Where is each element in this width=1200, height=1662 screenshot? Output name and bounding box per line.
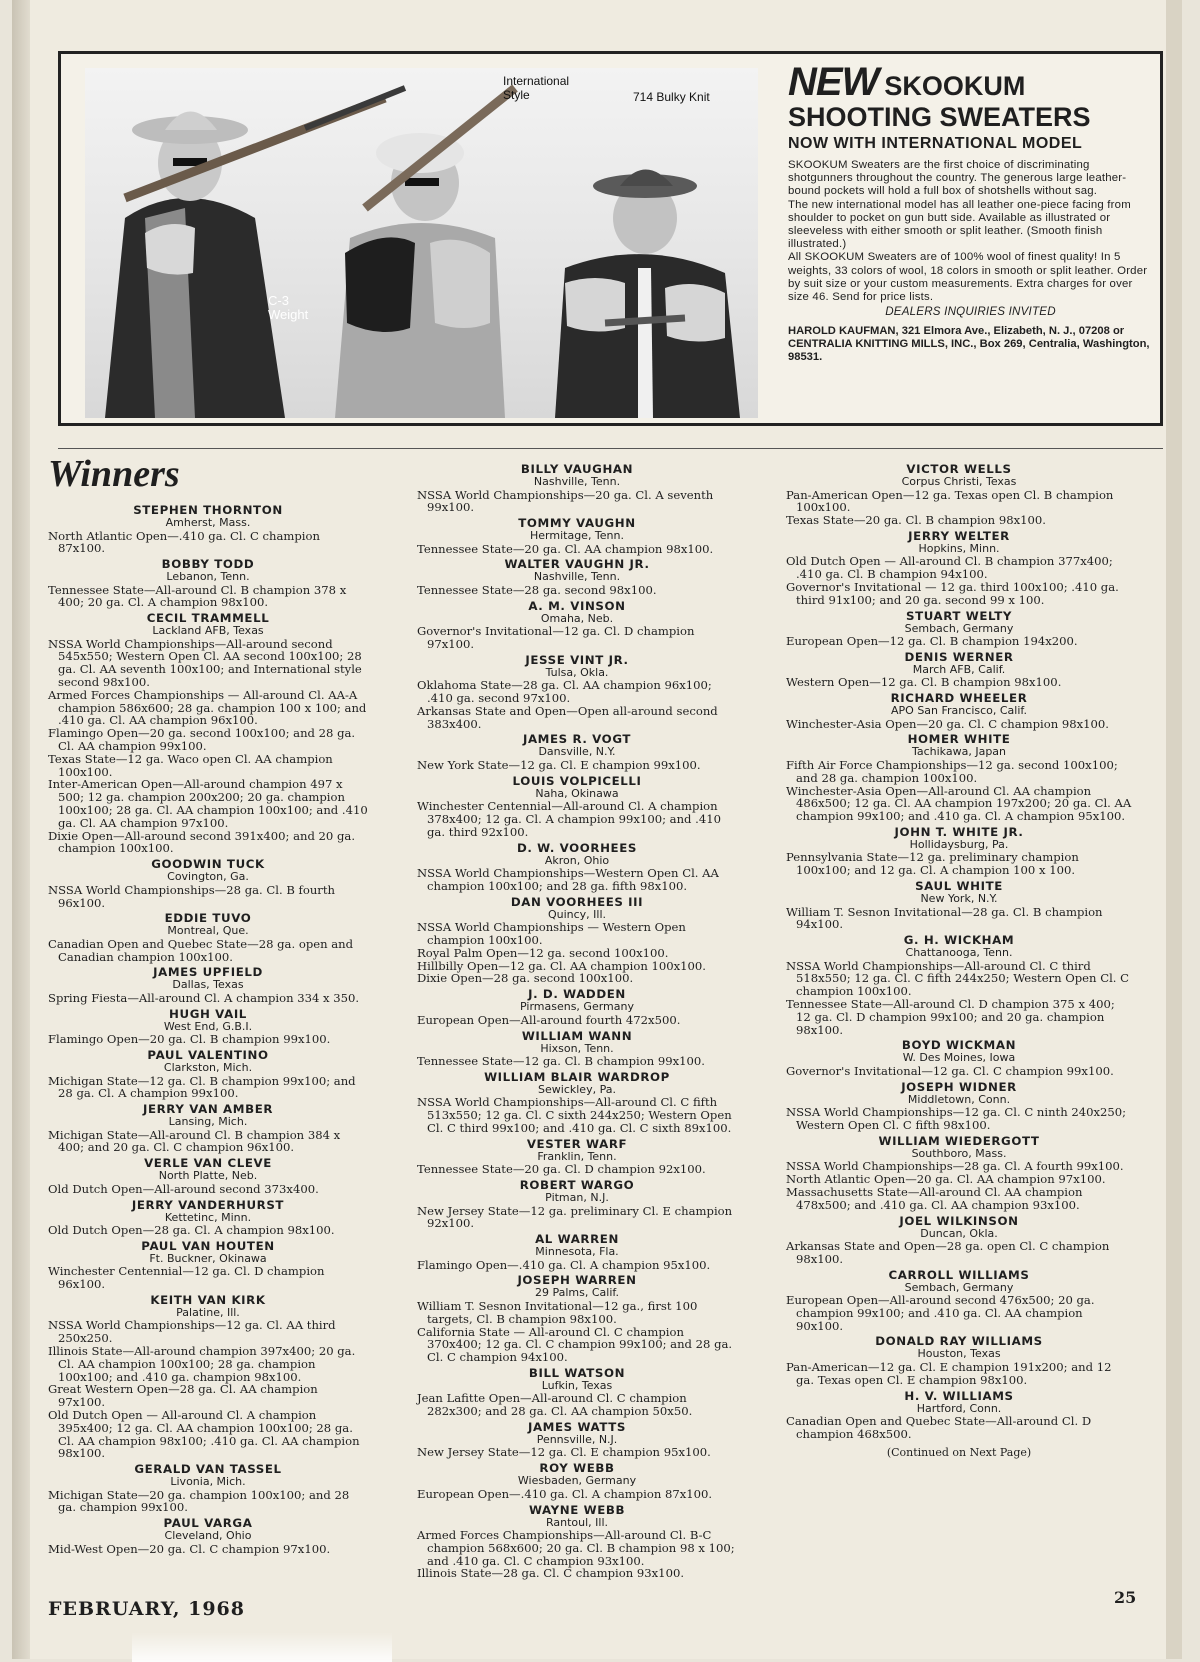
winner-record: Pan-American—12 ga. Cl. E champion 191x200; and 12 ga. Texas open Cl. E champion 98x100.: [786, 1359, 1112, 1387]
winner-record: NSSA World Championships—12 ga. Cl. C ninth 240x250; Western Open Cl. C fifth 98x100.: [786, 1105, 1127, 1133]
ad-paragraph: All SKOOKUM Sweaters are of 100% wool of finest quality! In 5 weights, 33 colors of wool, 18 colors in smooth or split leather. Order by suit size or your custom measurements. Extra charges for over size 46. Send for price lists.: [788, 251, 1148, 304]
winner-record: Flamingo Open—.410 ga. Cl. A champion 95x100.: [417, 1257, 711, 1272]
winner-entry: [48, 1157, 368, 1195]
winner-entry: [786, 651, 1132, 689]
winner-record: Illinois State—28 ga. Cl. C champion 93x100.: [417, 1566, 685, 1581]
winner-hometown: Nashville, Tenn.: [533, 475, 621, 488]
winner-name: PAUL VAN HOUTEN: [141, 1238, 275, 1253]
winner-hometown: Minnesota, Fla.: [535, 1245, 619, 1259]
caption-c3-weight: C-3 Weight: [268, 293, 309, 322]
winner-name: VERLE VAN CLEVE: [144, 1156, 272, 1171]
winner-hometown: Franklin, Tenn.: [537, 1149, 617, 1163]
winner-record: Tennessee State—All-around Cl. B champion 378 x 400; 20 ga. Cl. A champion 98x100.: [48, 582, 347, 610]
winner-name: H. V. WILLIAMS: [904, 1388, 1014, 1403]
winner-hometown: Sembach, Germany: [904, 621, 1014, 635]
winner-hometown: Hermitage, Tenn.: [530, 529, 624, 543]
winner-record: Dixie Open—All-around second 391x400; and 20 ga. champion 100x100.: [48, 828, 356, 856]
winner-entry: [786, 1215, 1132, 1266]
winners-column-3: [786, 463, 1132, 1459]
caption-bulky-knit: 714 Bulky Knit: [633, 90, 710, 104]
winner-hometown: North Platte, Neb.: [158, 1169, 258, 1183]
winner-record: Tennessee State—12 ga. Cl. B champion 99x100.: [417, 1054, 705, 1069]
winner-record: Governor's Invitational — 12 ga. third 100x100; .410 ga. third 91x100; and 20 ga. second 99 x 100.: [786, 579, 1119, 607]
winner-entry: [417, 463, 737, 514]
winner-name: WAYNE WEBB: [528, 1502, 626, 1517]
winner-record: Fifth Air Force Championships—12 ga. second 100x100; and 28 ga. champion 100x100.: [786, 757, 1118, 785]
winner-hometown: Wiesbaden, Germany: [517, 1474, 637, 1488]
winner-entry: [417, 842, 737, 893]
winner-name: WALTER VAUGHN JR.: [504, 557, 650, 572]
winner-entry: [786, 463, 1132, 527]
winner-entry: [417, 1138, 737, 1176]
winner-record: Mid-West Open—20 ga. Cl. C champion 97x100.: [48, 1541, 331, 1556]
winner-hometown: New York, N.Y.: [920, 892, 998, 906]
winner-name: HOMER WHITE: [907, 732, 1011, 747]
winner-record: Old Dutch Open — All-around Cl. B champion 377x400; .410 ga. Cl. B champion 94x100.: [786, 554, 1113, 582]
winner-hometown: Omaha, Neb.: [540, 611, 614, 625]
headline-line2: SHOOTING SWEATERS: [788, 102, 1091, 132]
winner-entry: [786, 1135, 1132, 1212]
winner-record: European Open—12 ga. Cl. B champion 194x200.: [786, 634, 1078, 649]
winner-hometown: Covington, Ga.: [167, 870, 249, 884]
winner-hometown: Middletown, Conn.: [907, 1092, 1011, 1106]
winner-record: NSSA World Championships—28 ga. Cl. B fourth 96x100.: [48, 882, 335, 910]
winner-hometown: APO San Francisco, Calif.: [891, 704, 1027, 718]
winner-hometown: Pitman, N.J.: [545, 1191, 609, 1205]
winner-entry: [48, 912, 368, 963]
winner-record: New Jersey State—12 ga. Cl. E champion 95x100.: [417, 1445, 711, 1460]
winner-entry: [48, 966, 368, 1004]
winner-name: SAUL WHITE: [915, 879, 1003, 894]
winner-record: Winchester-Asia Open—All-around Cl. AA champion 486x500; 12 ga. Cl. AA champion 197x200; 20 ga. Cl. AA champion 99x100; and .410 ga. Cl. A champion 95x100.: [786, 783, 1132, 824]
winner-entry: [786, 1081, 1132, 1132]
winner-entry: [786, 530, 1132, 607]
winner-record: Spring Fiesta—All-around Cl. A champion 334 x 350.: [48, 990, 360, 1005]
winner-hometown: Duncan, Okla.: [920, 1226, 998, 1240]
winner-entry: [48, 612, 368, 855]
winner-hometown: Naha, Okinawa: [535, 786, 619, 800]
footer-date: FEBRUARY, 1968: [48, 1598, 245, 1620]
winner-record: Flamingo Open—20 ga. second 100x100; and 28 ga. Cl. AA champion 99x100.: [48, 726, 356, 754]
winner-record: Texas State—20 ga. Cl. B champion 98x100.: [786, 513, 1046, 528]
winner-entry: [786, 692, 1132, 730]
winner-hometown: Nashville, Tenn.: [533, 570, 621, 584]
winner-record: Inter-American Open—All-around champion 497 x 500; 12 ga. champion 200x200; 20 ga. champion 100x100; 28 ga. Cl. AA champion 100x100; and .410 ga. Cl. AA champion 97x100.: [48, 777, 368, 830]
winner-record: Pan-American Open—12 ga. Texas open Cl. B champion 100x100.: [786, 487, 1114, 515]
winner-record: Winchester Centennial—12 ga. Cl. D champion 96x100.: [48, 1264, 325, 1292]
winner-entry: [417, 1274, 737, 1363]
winner-record: Pennsylvania State—12 ga. preliminary champion 100x100; and 12 ga. Cl. A champion 100 x 100.: [786, 850, 1079, 878]
winners-column-1: [48, 504, 368, 1559]
winner-record: Flamingo Open—20 ga. Cl. B champion 99x100.: [48, 1032, 331, 1047]
winner-name: JOSEPH WIDNER: [901, 1079, 1017, 1094]
winner-entry: [786, 934, 1132, 1036]
winner-record: Tennessee State—20 ga. Cl. AA champion 98x100.: [417, 541, 714, 556]
winner-name: VICTOR WELLS: [906, 462, 1012, 476]
caption-international-style: International Style: [503, 74, 570, 102]
winner-record: Tennessee State—28 ga. second 98x100.: [417, 582, 657, 597]
winner-name: ROY WEBB: [539, 1461, 615, 1476]
winner-entry: [48, 504, 368, 555]
winner-record: William T. Sesnon Invitational—12 ga., first 100 targets, Cl. B champion 98x100.: [417, 1298, 698, 1326]
winner-entry: [417, 654, 737, 731]
winner-hometown: Ft. Buckner, Okinawa: [149, 1251, 267, 1265]
winner-hometown: Sewickley, Pa.: [538, 1082, 616, 1096]
winner-hometown: Rantoul, Ill.: [545, 1515, 609, 1529]
binding-edge: [12, 0, 30, 1659]
winner-record: New Jersey State—12 ga. preliminary Cl. E champion 92x100.: [417, 1203, 733, 1231]
winner-entry: [48, 1049, 368, 1100]
winner-record: European Open—All-around second 476x500; 20 ga. champion 99x100; and .410 ga. Cl. AA champion 90x100.: [786, 1293, 1095, 1333]
winner-hometown: Dallas, Texas: [172, 978, 244, 992]
winner-name: VESTER WARF: [526, 1136, 628, 1151]
headline-line3: NOW WITH INTERNATIONAL MODEL: [788, 135, 1083, 152]
continued-note: (Continued on Next Page): [886, 1445, 1032, 1459]
winner-name: DENIS WERNER: [904, 649, 1014, 664]
winner-entry: [417, 1071, 737, 1135]
winner-hometown: Akron, Ohio: [544, 853, 610, 867]
winner-name: KEITH VAN KIRK: [150, 1292, 266, 1307]
winner-name: HUGH VAIL: [169, 1006, 247, 1021]
winner-name: EDDIE TUVO: [164, 911, 252, 926]
winner-entry: [48, 1294, 368, 1460]
winner-entry: [786, 610, 1132, 648]
winner-hometown: 29 Palms, Calif.: [535, 1286, 619, 1300]
winner-entry: [48, 1103, 368, 1154]
winner-record: Great Western Open—28 ga. Cl. AA champion 97x100.: [48, 1382, 318, 1410]
winner-entry: [417, 1421, 737, 1459]
winner-record: Tennessee State—20 ga. Cl. D champion 92x100.: [417, 1162, 706, 1177]
winner-hometown: Palatine, Ill.: [176, 1305, 240, 1319]
winner-record: Michigan State—20 ga. champion 100x100; and 28 ga. champion 99x100.: [48, 1487, 350, 1515]
winner-hometown: Hartford, Conn.: [916, 1401, 1002, 1415]
winner-name: BOBBY TODD: [161, 557, 255, 572]
winner-name: BILL WATSON: [528, 1365, 626, 1380]
winner-hometown: Tachikawa, Japan: [911, 745, 1007, 759]
winner-name: WILLIAM WIEDERGOTT: [878, 1133, 1040, 1148]
winner-entry: [786, 1390, 1132, 1441]
winner-hometown: Clarkston, Mich.: [163, 1061, 253, 1075]
winner-record: NSSA World Championships—20 ga. Cl. A seventh 99x100.: [417, 487, 714, 515]
winner-hometown: Hollidaysburg, Pa.: [909, 837, 1009, 851]
winner-entry: [786, 1335, 1132, 1386]
winner-name: STUART WELTY: [905, 608, 1013, 623]
winner-record: NSSA World Championships—All-around Cl. C fifth 513x550; 12 ga. Cl. C sixth 244x250; Western Open Cl. C third 99x100; and .410 ga. Cl. C sixth 89x100.: [417, 1095, 732, 1135]
shooters-illustration: [85, 68, 758, 418]
section-title: Winners: [48, 453, 180, 495]
winner-record: Arkansas State and Open—Open all-around second 383x400.: [417, 703, 718, 731]
winner-record: NSSA World Championships—28 ga. Cl. A fourth 99x100.: [786, 1159, 1124, 1174]
winner-name: LOUIS VOLPICELLI: [512, 773, 642, 788]
winner-hometown: West End, G.B.I.: [163, 1019, 253, 1033]
ad-address: HAROLD KAUFMAN, 321 Elmora Ave., Elizabeth, N. J., 07208 or CENTRALIA KNITTING MILLS, INC., Box 269, Centralia, Washington, 98531.: [788, 325, 1150, 364]
winner-entry: [417, 517, 737, 555]
headline-brand: SKOOKUM: [884, 71, 1026, 101]
winner-name: JAMES WATTS: [527, 1419, 627, 1434]
ad-body: [788, 159, 1153, 318]
winner-record: Winchester-Asia Open—20 ga. Cl. C champion 98x100.: [786, 716, 1109, 731]
winner-hometown: March AFB, Calif.: [912, 662, 1006, 676]
winner-hometown: Hopkins, Minn.: [918, 541, 1000, 555]
winner-entry: [48, 1517, 368, 1555]
winner-record: NSSA World Championships—Western Open Cl. AA champion 100x100; and 28 ga. fifth 98x100.: [417, 866, 719, 893]
dealers-line: DEALERS INQUIRIES INVITED: [885, 305, 1056, 319]
winner-record: Armed Forces Championships — All-around Cl. AA-A champion 586x600; 28 ga. champion 100 x 100; and .410 ga. Cl. AA champion 96x100.: [48, 687, 367, 728]
winner-name: JAMES R. VOGT: [522, 732, 632, 747]
winner-record: Massachusetts State—All-around Cl. AA champion 478x500; and .410 ga. Cl. AA champion 93x100.: [786, 1184, 1083, 1212]
winner-name: WILLIAM BLAIR WARDROP: [484, 1069, 670, 1084]
winner-hometown: Tulsa, Okla.: [545, 665, 609, 679]
winner-hometown: Livonia, Mich.: [170, 1475, 246, 1489]
winner-name: BOYD WICKMAN: [901, 1038, 1017, 1053]
winner-name: JOSEPH WARREN: [517, 1273, 637, 1288]
winner-record: Jean Lafitte Open—All-around Cl. C champion 282x300; and 28 ga. Cl. AA champion 50x50.: [417, 1391, 693, 1419]
winner-hometown: Southboro, Mass.: [911, 1146, 1007, 1160]
winner-name: JOHN T. WHITE JR.: [894, 824, 1024, 839]
winner-entry: [48, 1463, 368, 1514]
winner-name: A. M. VINSON: [528, 598, 626, 613]
magazine-page: [12, 0, 1182, 1659]
winner-record: Governor's Invitational—12 ga. Cl. C champion 99x100.: [786, 1063, 1114, 1078]
winner-record: Old Dutch Open — All-around Cl. A champion 395x400; 12 ga. Cl. AA champion 100x100; 28 ga. Cl. AA champion 98x100; .410 ga. Cl. AA champion 98x100.: [48, 1407, 360, 1461]
winner-record: Western Open—12 ga. Cl. B champion 98x100.: [786, 675, 1062, 690]
winner-name: J. D. WADDEN: [528, 987, 626, 1002]
winner-entry: [417, 733, 737, 771]
ad-paragraph: The new international model has all leather one-piece facing from shoulder to pocket on gun butt side. Available as illustrated or sleeveless with either smooth or split leather. (Smooth finish illustrated.): [788, 198, 1131, 251]
winner-name: DONALD RAY WILLIAMS: [875, 1334, 1043, 1349]
winner-entry: [48, 1199, 368, 1237]
winner-entry: [417, 988, 737, 1026]
winner-name: GOODWIN TUCK: [151, 857, 265, 872]
winner-name: AL WARREN: [535, 1232, 619, 1247]
skookum-advertisement: [58, 51, 1163, 426]
winner-name: CECIL TRAMMELL: [146, 611, 270, 626]
winner-name: D. W. VOORHEES: [517, 840, 637, 855]
winner-name: JERRY WELTER: [908, 528, 1010, 543]
ad-paragraph: SKOOKUM Sweaters are the first choice of discriminating shotgunners throughout the country. The generous large leather-bound pockets will hold a full box of shotshells without sag.: [788, 159, 1127, 198]
winner-entry: [417, 1462, 737, 1500]
winner-record: European Open—All-around fourth 472x500.: [417, 1012, 681, 1027]
winner-entry: [417, 1367, 737, 1418]
winner-record: Canadian Open and Quebec State—28 ga. open and Canadian champion 100x100.: [48, 936, 354, 964]
winner-name: ROBERT WARGO: [519, 1178, 635, 1193]
winner-record: Oklahoma State—28 ga. Cl. AA champion 96x100; .410 ga. second 97x100.: [417, 678, 712, 706]
winner-name: TOMMY VAUGHN: [518, 516, 636, 531]
winner-name: GERALD VAN TASSEL: [134, 1462, 282, 1477]
winner-record: North Atlantic Open—20 ga. Cl. AA champion 97x100.: [786, 1172, 1106, 1187]
winner-name: JOEL WILKINSON: [899, 1213, 1019, 1228]
winner-record: Royal Palm Open—12 ga. second 100x100.: [417, 945, 669, 960]
winner-hometown: Kettetinc, Minn.: [164, 1210, 252, 1224]
winner-hometown: Lackland AFB, Texas: [152, 624, 264, 638]
winner-hometown: Cleveland, Ohio: [164, 1529, 252, 1543]
winner-name: BILLY VAUGHAN: [520, 462, 634, 476]
winner-hometown: Chattanooga, Tenn.: [905, 946, 1013, 960]
winner-hometown: Dansville, N.Y.: [538, 745, 616, 759]
winner-record: New York State—12 ga. Cl. E champion 99x100.: [417, 757, 701, 772]
winner-record: William T. Sesnon Invitational—28 ga. Cl. B champion 94x100.: [786, 904, 1103, 932]
winner-name: G. H. WICKHAM: [903, 933, 1015, 948]
winner-entry: [417, 896, 737, 985]
winner-record: Arkansas State and Open—28 ga. open Cl. C champion 98x100.: [786, 1239, 1110, 1266]
winner-record: NSSA World Championships—All-around second 545x550; Western Open Cl. AA second 100x100; 28 ga. Cl. AA seventh 100x100; and International style second 98x100.: [48, 636, 362, 690]
winner-record: European Open—.410 ga. Cl. A champion 87x100.: [417, 1486, 713, 1501]
winner-record: California State — All-around Cl. C champion 370x400; 12 ga. Cl. C champion 99x100; and 28 ga. Cl. C champion 94x100.: [417, 1324, 733, 1365]
winner-hometown: Corpus Christi, Texas: [901, 475, 1017, 488]
winner-entry: [417, 1233, 737, 1271]
winner-entry: [417, 1030, 737, 1068]
winner-name: JESSE VINT JR.: [525, 652, 629, 667]
winner-entry: [786, 826, 1132, 877]
winner-record: Winchester Centennial—All-around Cl. A champion 378x400; 12 ga. Cl. A champion 99x100; and .410 ga. third 92x100.: [417, 799, 721, 839]
winner-record: Hillbilly Open—12 ga. Cl. AA champion 100x100.: [417, 958, 706, 973]
winner-hometown: W. Des Moines, Iowa: [902, 1051, 1016, 1065]
winner-hometown: Lansing, Mich.: [168, 1115, 248, 1129]
winner-entry: [48, 1240, 368, 1291]
winner-record: Tennessee State—All-around Cl. D champion 375 x 400; 12 ga. Cl. D champion 99x100; and 20 ga. champion 98x100.: [786, 997, 1115, 1037]
winner-record: Texas State—12 ga. Waco open Cl. AA champion 100x100.: [48, 751, 333, 779]
winner-hometown: Pennsville, N.J.: [536, 1432, 618, 1446]
winner-entry: [417, 775, 737, 839]
winner-hometown: Amherst, Mass.: [165, 516, 251, 529]
winner-entry: [48, 1008, 368, 1046]
winner-name: JERRY VANDERHURST: [131, 1197, 285, 1212]
page-edge: [1166, 0, 1182, 1659]
winner-record: Michigan State—12 ga. Cl. B champion 99x100; and 28 ga. Cl. A champion 99x100.: [48, 1073, 356, 1101]
winner-name: JERRY VAN AMBER: [142, 1102, 274, 1117]
winner-name: DAN VOORHEES III: [510, 894, 644, 909]
winner-hometown: Quincy, Ill.: [547, 907, 607, 921]
winner-entry: [48, 858, 368, 909]
winner-hometown: Lufkin, Texas: [541, 1378, 613, 1392]
winner-record: NSSA World Championships—12 ga. Cl. AA third 250x250.: [48, 1318, 336, 1346]
winner-name: JAMES UPFIELD: [153, 965, 263, 980]
winner-hometown: Hixson, Tenn.: [540, 1041, 614, 1055]
winners-column-2: [417, 463, 737, 1583]
winner-entry: [417, 600, 737, 651]
winner-record: Governor's Invitational—12 ga. Cl. D champion 97x100.: [417, 624, 695, 651]
winner-record: Canadian Open and Quebec State—All-around Cl. D champion 468x500.: [786, 1414, 1092, 1441]
winner-record: Armed Forces Championships—All-around Cl. B-C champion 568x600; 20 ga. Cl. B champion 98 x 100; and .410 ga. Cl. C champion 93x100.: [417, 1528, 735, 1568]
winner-entry: [417, 558, 737, 596]
winner-entry: [786, 1039, 1132, 1077]
winner-entry: [48, 558, 368, 609]
winner-record: Old Dutch Open—All-around second 373x400.: [48, 1181, 319, 1196]
winner-hometown: Lebanon, Tenn.: [166, 570, 250, 584]
ad-photo: [85, 68, 758, 418]
winner-record: NSSA World Championships—All-around Cl. C third 518x550; 12 ga. Cl. C fifth 244x250; Western Open Cl. C champion 100x100.: [786, 958, 1130, 999]
headline-new: NEW: [788, 60, 879, 104]
winner-hometown: Montreal, Que.: [167, 924, 249, 938]
winner-hometown: Houston, Texas: [917, 1347, 1001, 1361]
winner-record: North Atlantic Open—.410 ga. Cl. C champion 87x100.: [48, 528, 320, 556]
winner-record: Dixie Open—28 ga. second 100x100.: [417, 971, 634, 986]
winner-name: CARROLL WILLIAMS: [888, 1267, 1030, 1282]
winner-hometown: Pirmasens, Germany: [520, 1000, 634, 1014]
winner-record: Michigan State—All-around Cl. B champion 384 x 400; and 20 ga. Cl. C champion 96x100.: [48, 1127, 341, 1155]
winner-name: PAUL VALENTINO: [147, 1048, 269, 1063]
winner-record: NSSA World Championships — Western Open champion 100x100.: [417, 920, 686, 948]
ad-headline: [788, 62, 1153, 102]
winner-record: Illinois State—All-around champion 397x400; 20 ga. Cl. AA champion 100x100; 28 ga. champion 100x100; and .410 ga. champion 98x100.: [48, 1343, 356, 1384]
winner-record: Old Dutch Open—28 ga. Cl. A champion 98x100.: [48, 1223, 335, 1237]
winner-name: RICHARD WHEELER: [890, 691, 1028, 706]
winner-name: WILLIAM WANN: [521, 1028, 633, 1043]
winner-entry: [786, 880, 1132, 931]
scan-artifact: [132, 1632, 392, 1662]
winner-entry: [417, 1179, 737, 1230]
winner-name: STEPHEN THORNTON: [133, 503, 283, 517]
winner-name: PAUL VARGA: [163, 1516, 253, 1531]
section-divider: [58, 448, 1163, 449]
winner-entry: [786, 733, 1132, 822]
winner-hometown: Sembach, Germany: [904, 1280, 1014, 1294]
winner-entry: [417, 1504, 737, 1581]
ad-copy: [788, 62, 1153, 364]
page-number: 25: [1114, 1588, 1137, 1607]
winner-entry: [786, 1269, 1132, 1333]
